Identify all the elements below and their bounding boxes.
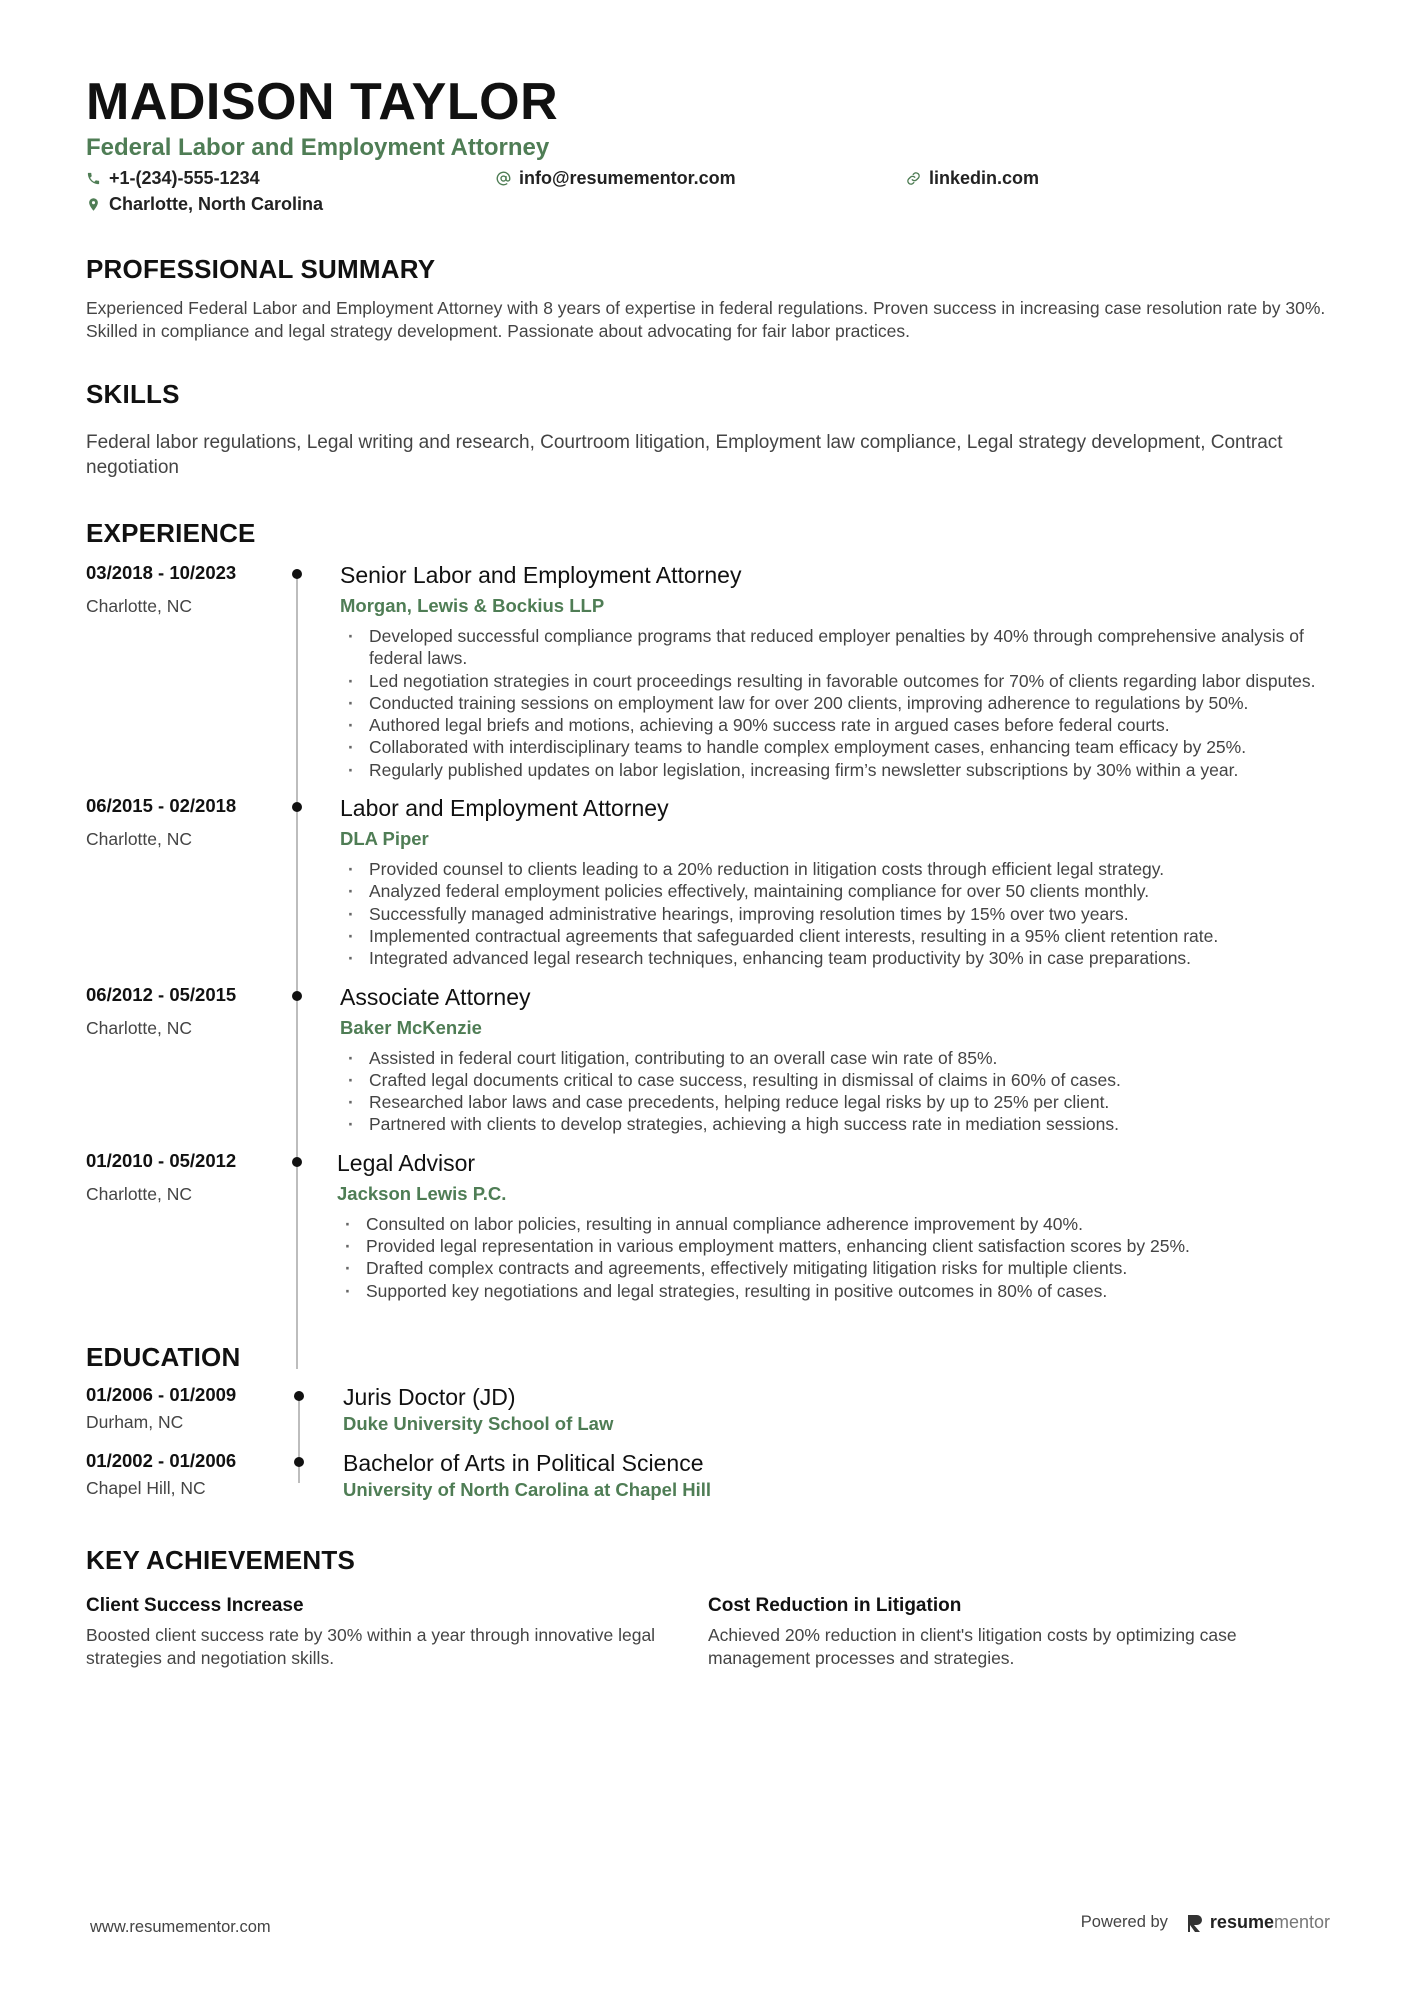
job-dates: 06/2015 - 02/2018 [86, 795, 237, 817]
job-title: Associate Attorney [340, 983, 531, 1010]
education-dates: 01/2006 - 01/2009 [86, 1383, 237, 1405]
education-location: Chapel Hill, NC [86, 1477, 206, 1498]
job-dates: 03/2018 - 10/2023 [86, 562, 237, 583]
skills-title: SKILLS [86, 379, 180, 409]
summary-section [86, 254, 1330, 343]
achievements-title: KEY ACHIEVEMENTS [86, 1544, 356, 1575]
summary-title: PROFESSIONAL SUMMARY [86, 254, 436, 284]
job-bullets [340, 858, 1330, 969]
job-bullet: · Supported key negotiations and legal strategies, resulting in positive outcomes in 80% of cases. [337, 1280, 1330, 1302]
achievement-item [708, 1594, 1330, 1670]
skills-text: Federal labor regulations, Legal writing and research, Courtroom litigation, Employment law compliance, Legal strategy development, Contract negotiation [86, 432, 1283, 478]
job-bullet: · Regularly published updates on labor legislation, increasing firm’s newsletter subscriptions by 30% within a year. [340, 759, 1330, 781]
education-title: EDUCATION [86, 1341, 241, 1372]
summary-text: Experienced Federal Labor and Employment Attorney with 8 years of expertise in federal regulations. Proven success in increasing case resolution rate by 30%. Skilled in compliance and legal strategy development. Passionate about advocating for fair labor practices. [86, 298, 1326, 341]
job-bullet: · Developed successful compliance programs that reduced employer penalties by 40% through comprehensive analysis of federal laws. [340, 625, 1330, 670]
job-location: Charlotte, NC [86, 1183, 193, 1204]
job-bullet: · Provided legal representation in various employment matters, enhancing client satisfaction scores by 25%. [337, 1235, 1330, 1257]
skills-section [86, 379, 1330, 480]
footer-brand-block [1081, 1912, 1330, 1933]
achievement-title: Client Success Increase [86, 1594, 304, 1616]
footer-website[interactable]: www.resumementor.com [90, 1918, 271, 1936]
job-bullet: · Partnered with clients to develop strategies, achieving a high success rate in mediation sessions. [340, 1113, 1330, 1135]
job-title: Labor and Employment Attorney [340, 795, 669, 822]
contact-email [496, 168, 736, 189]
achievements-section [86, 1545, 1330, 1670]
contact-location [86, 194, 323, 215]
job-bullets [340, 1047, 1330, 1136]
timeline-dot [294, 1391, 304, 1401]
timeline-dot [292, 991, 302, 1001]
job-bullet: · Authored legal briefs and motions, achieving a 90% success rate in argued cases before federal courts. [340, 714, 1330, 736]
education-entry [86, 1383, 1330, 1435]
education-school: Duke University School of Law [343, 1412, 614, 1434]
job-bullet: · Implemented contractual agreements that safeguarded client interests, resulting in a 95% client retention rate. [340, 925, 1330, 947]
job-title: Legal Advisor [337, 1149, 476, 1176]
brand-name-light: mentor [1273, 1912, 1330, 1932]
education-school: University of North Carolina at Chapel Hill [343, 1478, 712, 1500]
job-bullet: · Collaborated with interdisciplinary teams to handle complex employment cases, enhancing team efficacy by 25%. [340, 736, 1330, 758]
job-bullet: · Drafted complex contracts and agreements, effectively mitigating litigation risks for multiple clients. [337, 1257, 1330, 1279]
contact-linkedin [906, 168, 1039, 189]
job-entry [86, 983, 1330, 1136]
job-company: Baker McKenzie [340, 1016, 482, 1038]
resume-page [86, 72, 1330, 1670]
powered-by-text: Powered by [1080, 1913, 1168, 1931]
job-location: Charlotte, NC [86, 829, 193, 850]
job-title: Senior Labor and Employment Attorney [340, 562, 742, 588]
education-degree: Juris Doctor (JD) [343, 1383, 516, 1410]
location-text: Charlotte, North Carolina [109, 194, 324, 214]
job-dates: 06/2012 - 05/2015 [86, 983, 237, 1005]
job-bullet: · Consulted on labor policies, resulting in annual compliance adherence improvement by 40%. [337, 1213, 1330, 1235]
job-bullet: · Crafted legal documents critical to case success, resulting in dismissal of claims in 60% of cases. [340, 1069, 1330, 1091]
timeline-dot [294, 1457, 304, 1467]
job-bullets [340, 625, 1330, 781]
candidate-name: MADISON TAYLOR [86, 73, 559, 131]
education-dates: 01/2002 - 01/2006 [86, 1449, 237, 1471]
job-location: Charlotte, NC [86, 596, 193, 616]
phone-text: +1-(234)-555-1234 [109, 168, 260, 188]
job-company: DLA Piper [340, 828, 429, 850]
education-timeline [86, 1383, 1330, 1501]
job-bullet: · Integrated advanced legal research techniques, enhancing team productivity by 30% in case preparations. [340, 947, 1330, 969]
brand-logo[interactable] [1186, 1912, 1330, 1933]
phone-icon [86, 171, 101, 186]
job-dates: 01/2010 - 05/2012 [86, 1149, 237, 1171]
job-entry [86, 561, 1330, 781]
link-icon [906, 171, 921, 186]
job-bullets [337, 1213, 1330, 1302]
job-bullet: · Led negotiation strategies in court proceedings resulting in favorable outcomes for 70% of clients regarding labor disputes. [340, 670, 1330, 692]
achievement-title: Cost Reduction in Litigation [708, 1594, 962, 1616]
at-icon [496, 171, 511, 186]
achievement-desc: Achieved 20% reduction in client's litigation costs by optimizing case management processes and strategies. [708, 1624, 1237, 1668]
job-company: Jackson Lewis P.C. [337, 1182, 507, 1204]
achievement-item [86, 1594, 708, 1670]
linkedin-text[interactable]: linkedin.com [929, 168, 1040, 188]
contact-block [86, 168, 1330, 220]
contact-phone [86, 168, 260, 189]
education-location: Durham, NC [86, 1411, 184, 1432]
job-bullet: · Researched labor laws and case precedents, helping reduce legal risks by up to 25% per client. [340, 1091, 1330, 1113]
job-bullet: · Conducted training sessions on employment law for over 200 clients, improving adherence to regulations by 50%. [340, 692, 1330, 714]
experience-timeline [86, 561, 1330, 1302]
resumementor-logo-icon [1186, 1913, 1204, 1933]
job-company: Morgan, Lewis & Bockius LLP [340, 595, 605, 616]
job-bullet: · Provided counsel to clients leading to a 20% reduction in litigation costs through efficient legal strategy. [340, 858, 1330, 880]
achievements-grid [86, 1594, 1330, 1670]
location-pin-icon [86, 197, 101, 212]
timeline-dot [292, 1157, 302, 1167]
experience-title: EXPERIENCE [86, 518, 256, 548]
achievement-desc: Boosted client success rate by 30% within a year through innovative legal strategies and negotiation skills. [86, 1624, 656, 1668]
candidate-role: Federal Labor and Employment Attorney [86, 134, 550, 161]
job-bullet: · Analyzed federal employment policies effectively, maintaining compliance for over 50 clients monthly. [340, 880, 1330, 902]
education-section [86, 1342, 1330, 1501]
experience-section [86, 518, 1330, 1302]
job-bullet: · Successfully managed administrative hearings, improving resolution times by 15% over two years. [340, 903, 1330, 925]
brand-name-bold: resume [1209, 1912, 1274, 1932]
education-degree: Bachelor of Arts in Political Science [343, 1449, 704, 1476]
email-text[interactable]: info@resumementor.com [519, 168, 736, 188]
education-entry [86, 1449, 1330, 1501]
job-entry [86, 1149, 1330, 1302]
job-entry [86, 794, 1330, 969]
timeline-dot [292, 569, 302, 579]
job-location: Charlotte, NC [86, 1017, 193, 1038]
job-bullet: · Assisted in federal court litigation, contributing to an overall case win rate of 85%. [340, 1047, 1330, 1069]
